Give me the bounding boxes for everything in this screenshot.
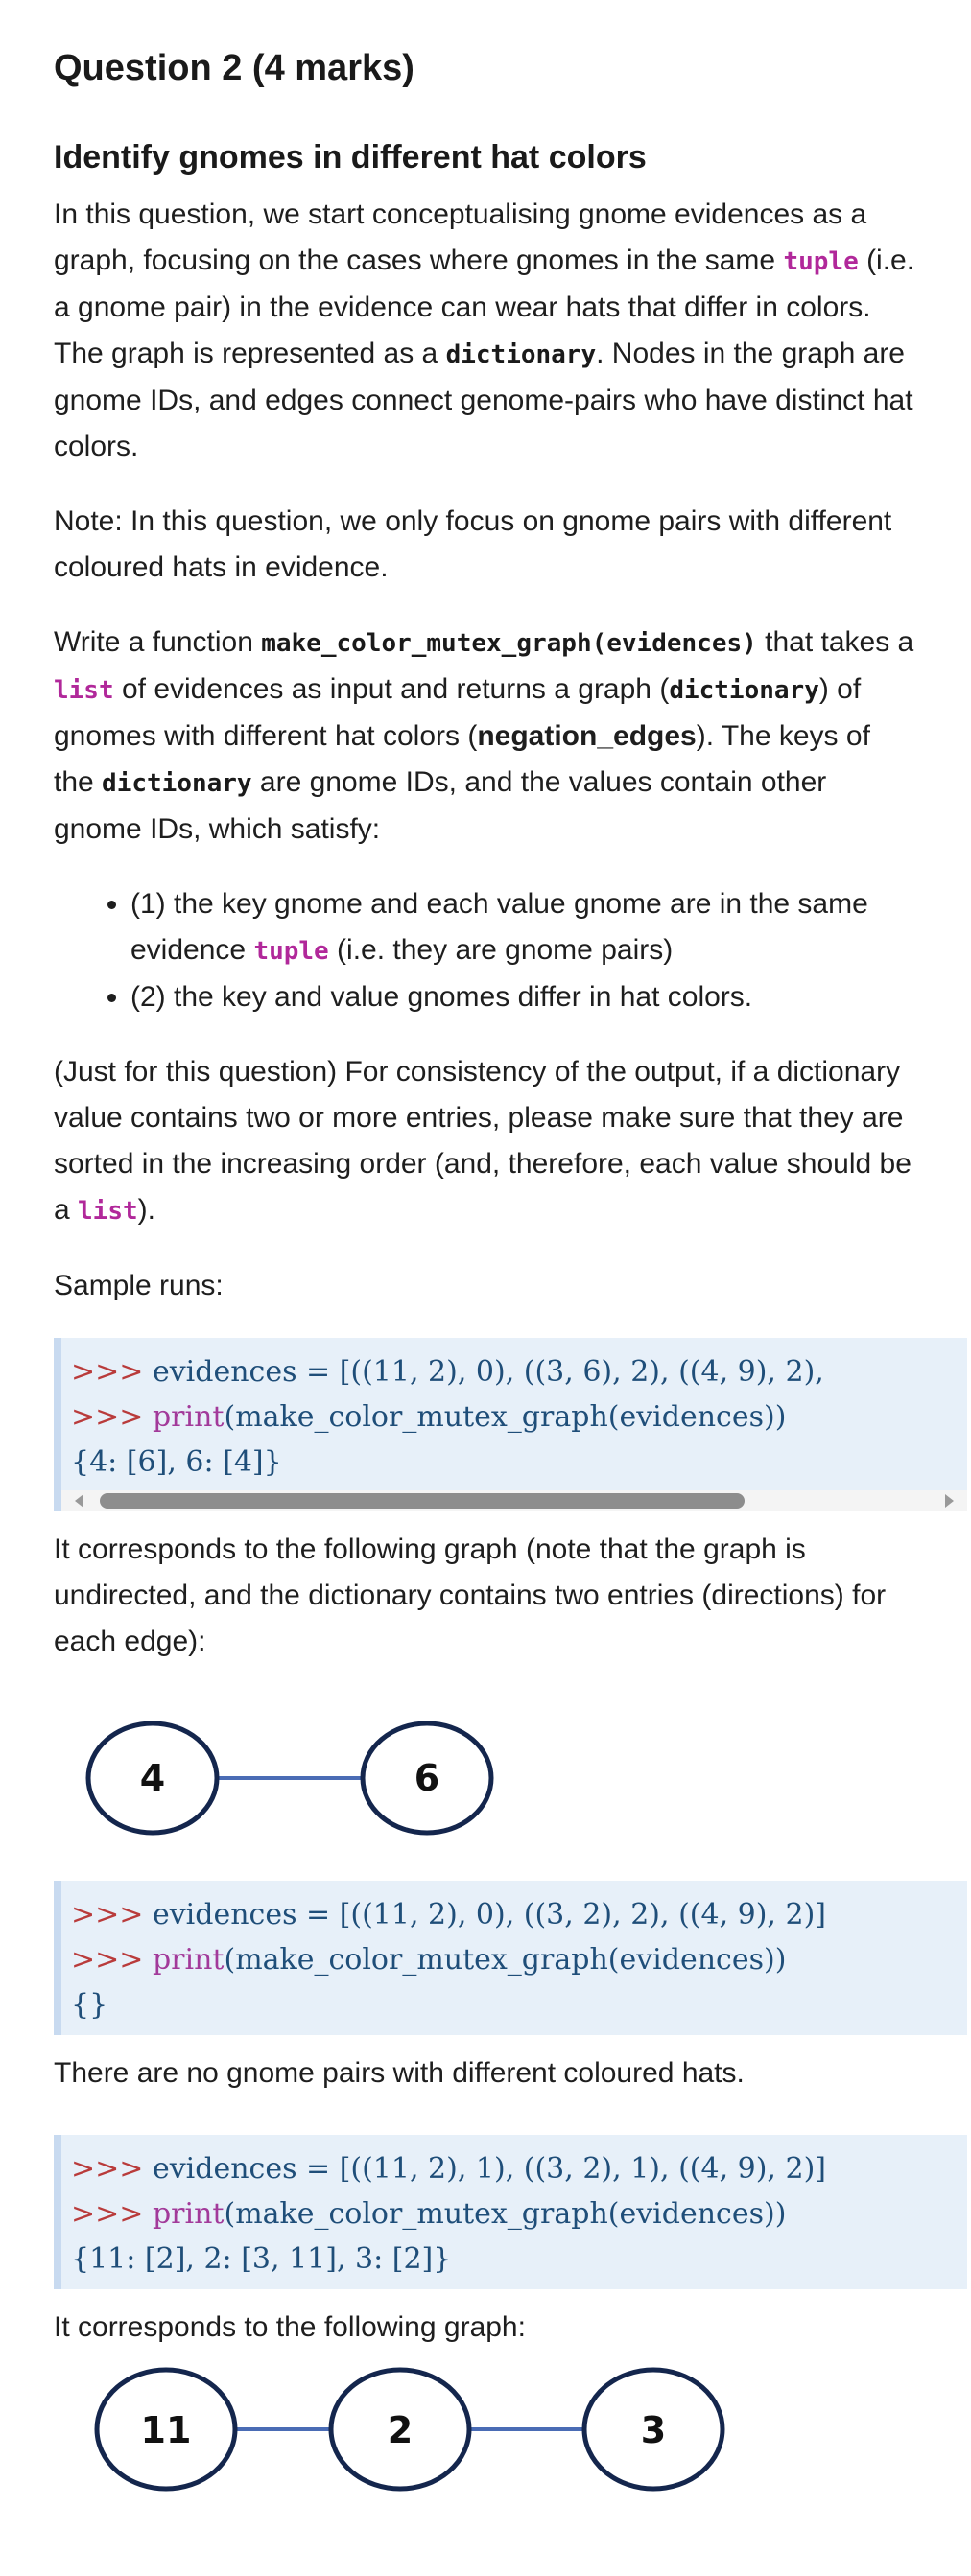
graph3-caption: It corresponds to the following graph: [54,2311,526,2343]
question-title: Question 2 (4 marks) [54,48,414,88]
code-line: >>> print(make_color_mutex_graph(evidences)) [71,1400,787,1434]
code-line: >>> evidences = [((11, 2), 0), ((3, 2), 2), ((4, 9), 2)] [71,1898,826,1932]
graph-1 [54,1694,917,1847]
task-paragraph: Write a function make_color_mutex_graph(evidences) that takes a list of evidences as input and returns a graph (dictionary) of gnomes with different hat colors (negation_edges). The keys of the dictionary are gnome IDs, and the values contain other gnome IDs, which satisfy: [54,626,914,845]
graph1-node-label: 4 [139,1757,166,1799]
example2-caption: There are no gnome pairs with different coloured hats. [54,2057,745,2089]
scroll-right-icon[interactable] [945,1494,954,1508]
sample-runs-label: Sample runs: [54,1270,224,1301]
inline-code: tuple [253,937,329,966]
inline-code: dictionary [445,340,597,369]
scroll-left-icon[interactable] [75,1494,83,1508]
code-output: {4: [6], 6: [4]} [71,1445,282,1479]
intro-paragraph: In this question, we start conceptualising gnome evidences as a graph, focusing on the cases where gnomes in the same tuple (i.e. a gnome pair) in the evidence can wear hats that differ in colors. The graph is represented as a dictionary. Nodes in the graph are gnome IDs, and edges connect genome-pairs who have distinct hat colors. [54,199,915,462]
code-example-1 [54,1338,967,1511]
graph3-node-label: 3 [640,2409,667,2451]
code-example-3 [54,2135,967,2289]
inline-code: list [54,676,114,705]
code-output: {11: [2], 2: [3, 11], 3: [2]} [71,2242,452,2276]
code-output: {} [71,1988,108,2022]
inline-code: list [78,1197,138,1226]
function-signature: make_color_mutex_graph(evidences) [261,629,757,658]
condition-list [54,881,917,1020]
code-example-2 [54,1881,967,2035]
list-item: • (1) the key gnome and each value gnome are in the same evidence tuple (i.e. they are gnome pairs) [130,881,917,974]
graph1-node-label: 6 [414,1757,440,1799]
code-line: >>> evidences = [((11, 2), 0), ((3, 6), 2), ((4, 9), 2), [71,1355,824,1389]
inline-code: dictionary [102,769,252,798]
scroll-thumb[interactable] [100,1493,745,1509]
horizontal-scrollbar[interactable] [61,1490,967,1511]
note-paragraph: Note: In this question, we only focus on gnome pairs with different coloured hats in evidence. [54,505,892,583]
inline-code: tuple [783,247,859,276]
question-subtitle: Identify gnomes in different hat colors [54,139,647,176]
bold-term: negation_edges [477,720,697,752]
consistency-paragraph: (Just for this question) For consistency of the output, if a dictionary value contains two or more entries, please make sure that they are sorted in the increasing order (and, therefore, each value should be a list). [54,1056,912,1226]
graph1-caption: It corresponds to the following graph (note that the graph is undirected, and the dictionary contains two entries (directions) for each edge): [54,1534,887,1657]
list-item: • (2) the key and value gnomes differ in hat colors. [130,974,917,1020]
code-line: >>> print(make_color_mutex_graph(evidences)) [71,1943,787,1977]
code-line: >>> print(make_color_mutex_graph(evidences)) [71,2197,787,2231]
code-line: >>> evidences = [((11, 2), 1), ((3, 2), 1), ((4, 9), 2)] [71,2152,826,2186]
graph3-node-label: 11 [140,2409,192,2451]
inline-code: dictionary [669,676,819,705]
graph3-node-label: 2 [387,2409,414,2451]
graph-3 [54,2360,917,2504]
